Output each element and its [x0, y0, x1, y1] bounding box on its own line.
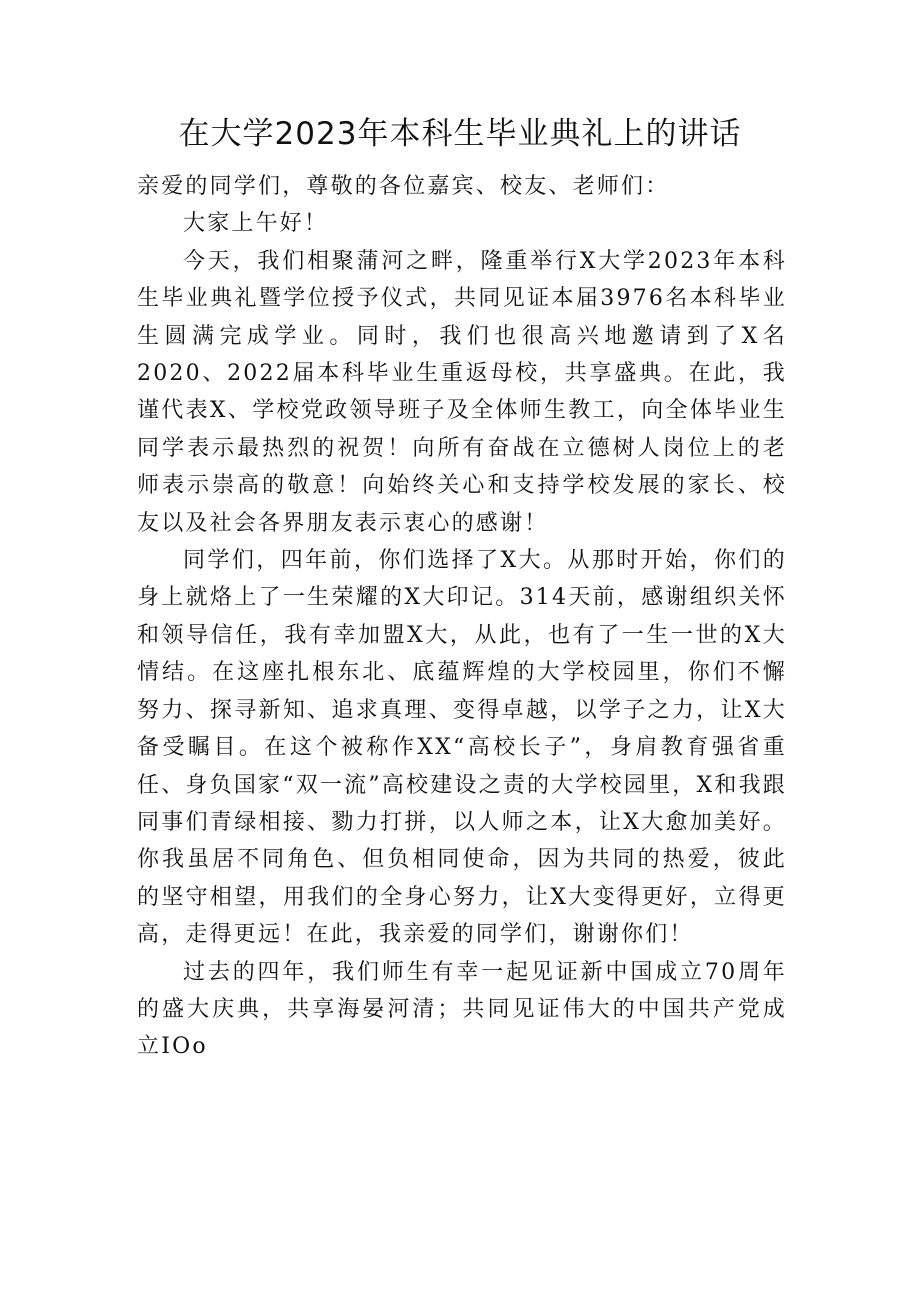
document-title: 在大学2023年本科生毕业典礼上的讲话: [178, 116, 742, 152]
paragraph-greeting: 大家上午好！: [183, 211, 329, 237]
paragraph-opening: 今天，我们相聚蒲河之畔，隆重举行X大学2023年本科生毕业典礼暨学位授予仪式，共同见证本届3976名本科毕业生圆满完成学业。同时，我们也很高兴地邀请到了X名2020、2022届本科毕业生重返母校，共享盛典。在此，我谨代表X、学校党政领导班子及全体师生教工，向全体毕业生同学表示最热烈的祝贺！向所有奋战在立德树人岗位上的老师表示崇高的敬意！向始终关心和支持学校发展的家长、校友以及社会各界朋友表示衷心的感谢！: [137, 248, 787, 536]
document-body: [137, 168, 787, 1066]
paragraph-students: 同学们，四年前，你们选择了X大。从那时开始，你们的身上就烙上了一生荣耀的X大印记。314天前，感谢组织关怀和领导信任，我有幸加盟X大，从此，也有了一生一世的X大情结。在这座扎根东北、底蕴辉煌的大学校园里，你们不懈努力、探寻新知、追求真理、变得卓越，以学子之力，让X大备受瞩目。在这个被称作XX“高校长子”，身肩教育强省重任、身负国家“双一流”高校建设之责的大学校园里，X和我跟同事们青绿相接、勠力打拼，以人师之本，让X大愈加美好。你我虽居不同角色、但负相同使命，因为共同的热爱，彼此的坚守相望，用我们的全身心努力，让X大变得更好，立得更高，走得更远！在此，我亲爱的同学们，谢谢你们！: [137, 548, 787, 948]
paragraph-past-four-years: 过去的四年，我们师生有幸一起见证新中国成立70周年的盛大庆典，共享海晏河清；共同见证伟大的中国共产党成立IOo: [137, 959, 787, 1060]
salutation: 亲爱的同学们，尊敬的各位嘉宾、校友、老师们：: [137, 174, 670, 199]
